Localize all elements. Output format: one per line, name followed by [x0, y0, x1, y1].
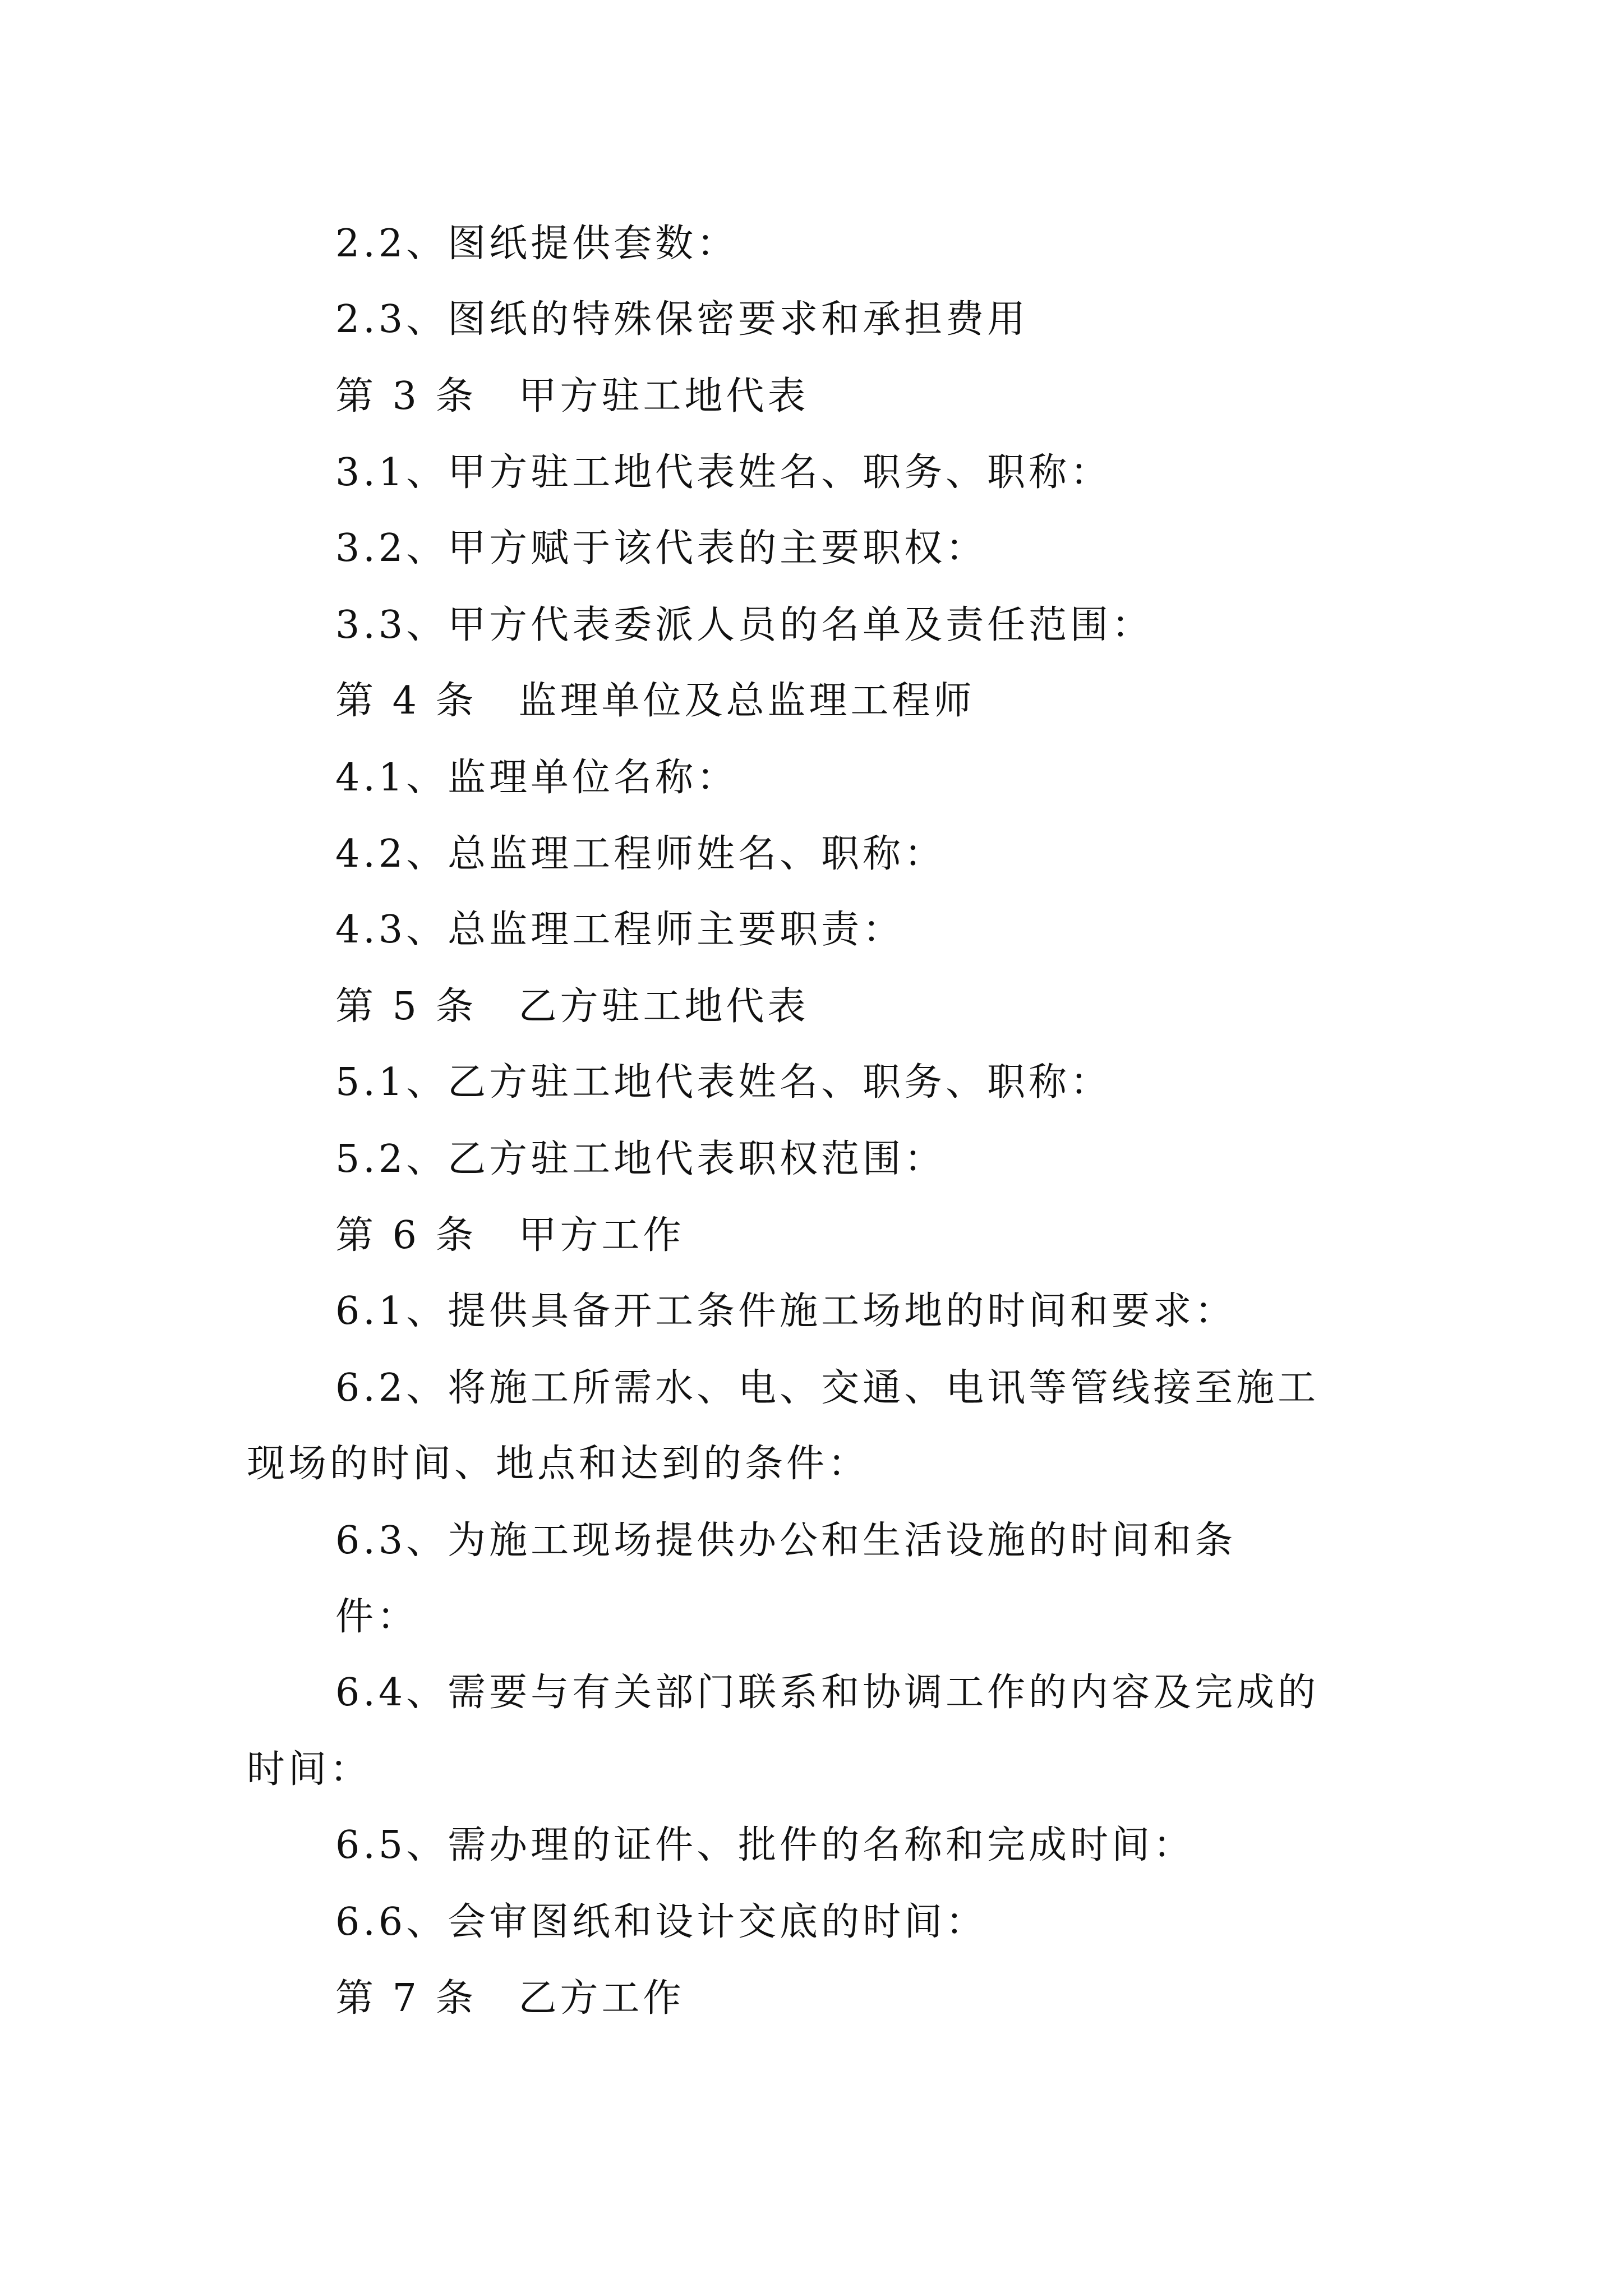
article-3-heading: 第 3 条 甲方驻工地代表 [335, 374, 809, 418]
clause-6-4: 6.4、需要与有关部门联系和协调工作的内容及完成的 [335, 1671, 1320, 1715]
article-5-heading: 第 5 条 乙方驻工地代表 [335, 984, 809, 1029]
clause-5-1: 5.1、乙方驻工地代表姓名、职务、职称： [335, 1060, 1112, 1105]
clause-3-2: 3.2、甲方赋于该代表的主要职权： [335, 526, 988, 570]
clause-6-6: 6.6、会审图纸和设计交底的时间： [335, 1900, 988, 1944]
clause-6-1: 6.1、提供具备开工条件施工场地的时间和要求： [335, 1289, 1237, 1333]
clause-6-3: 6.3、为施工现场提供办公和生活设施的时间和条 [335, 1519, 1237, 1563]
clause-6-2: 6.2、将施工所需水、电、交通、电讯等管线接至施工 [335, 1366, 1320, 1410]
article-7-heading: 第 7 条 乙方工作 [335, 1976, 685, 2021]
clause-3-1: 3.1、甲方驻工地代表姓名、职务、职称： [335, 450, 1112, 495]
clause-2-3: 2.3、图纸的特殊保密要求和承担费用 [335, 297, 1029, 342]
clause-5-2: 5.2、乙方驻工地代表职权范围： [335, 1137, 946, 1181]
clause-6-5: 6.5、需办理的证件、批件的名称和完成时间： [335, 1823, 1195, 1867]
clause-4-2: 4.2、总监理工程师姓名、职称： [335, 832, 946, 876]
article-4-heading: 第 4 条 监理单位及总监理工程师 [335, 679, 975, 723]
clause-3-3: 3.3、甲方代表委派人员的名单及责任范围： [335, 603, 1154, 647]
article-6-heading: 第 6 条 甲方工作 [335, 1213, 685, 1258]
clause-4-1: 4.1、监理单位名称： [335, 756, 739, 800]
clause-6-3-continued: 件： [335, 1595, 419, 1639]
clause-4-3: 4.3、总监理工程师主要职责： [335, 908, 905, 952]
clause-6-4-continued: 时间： [247, 1747, 372, 1792]
clause-2-2: 2.2、图纸提供套数： [335, 222, 739, 266]
clause-6-2-continued: 现场的时间、地点和达到的条件： [247, 1442, 870, 1486]
